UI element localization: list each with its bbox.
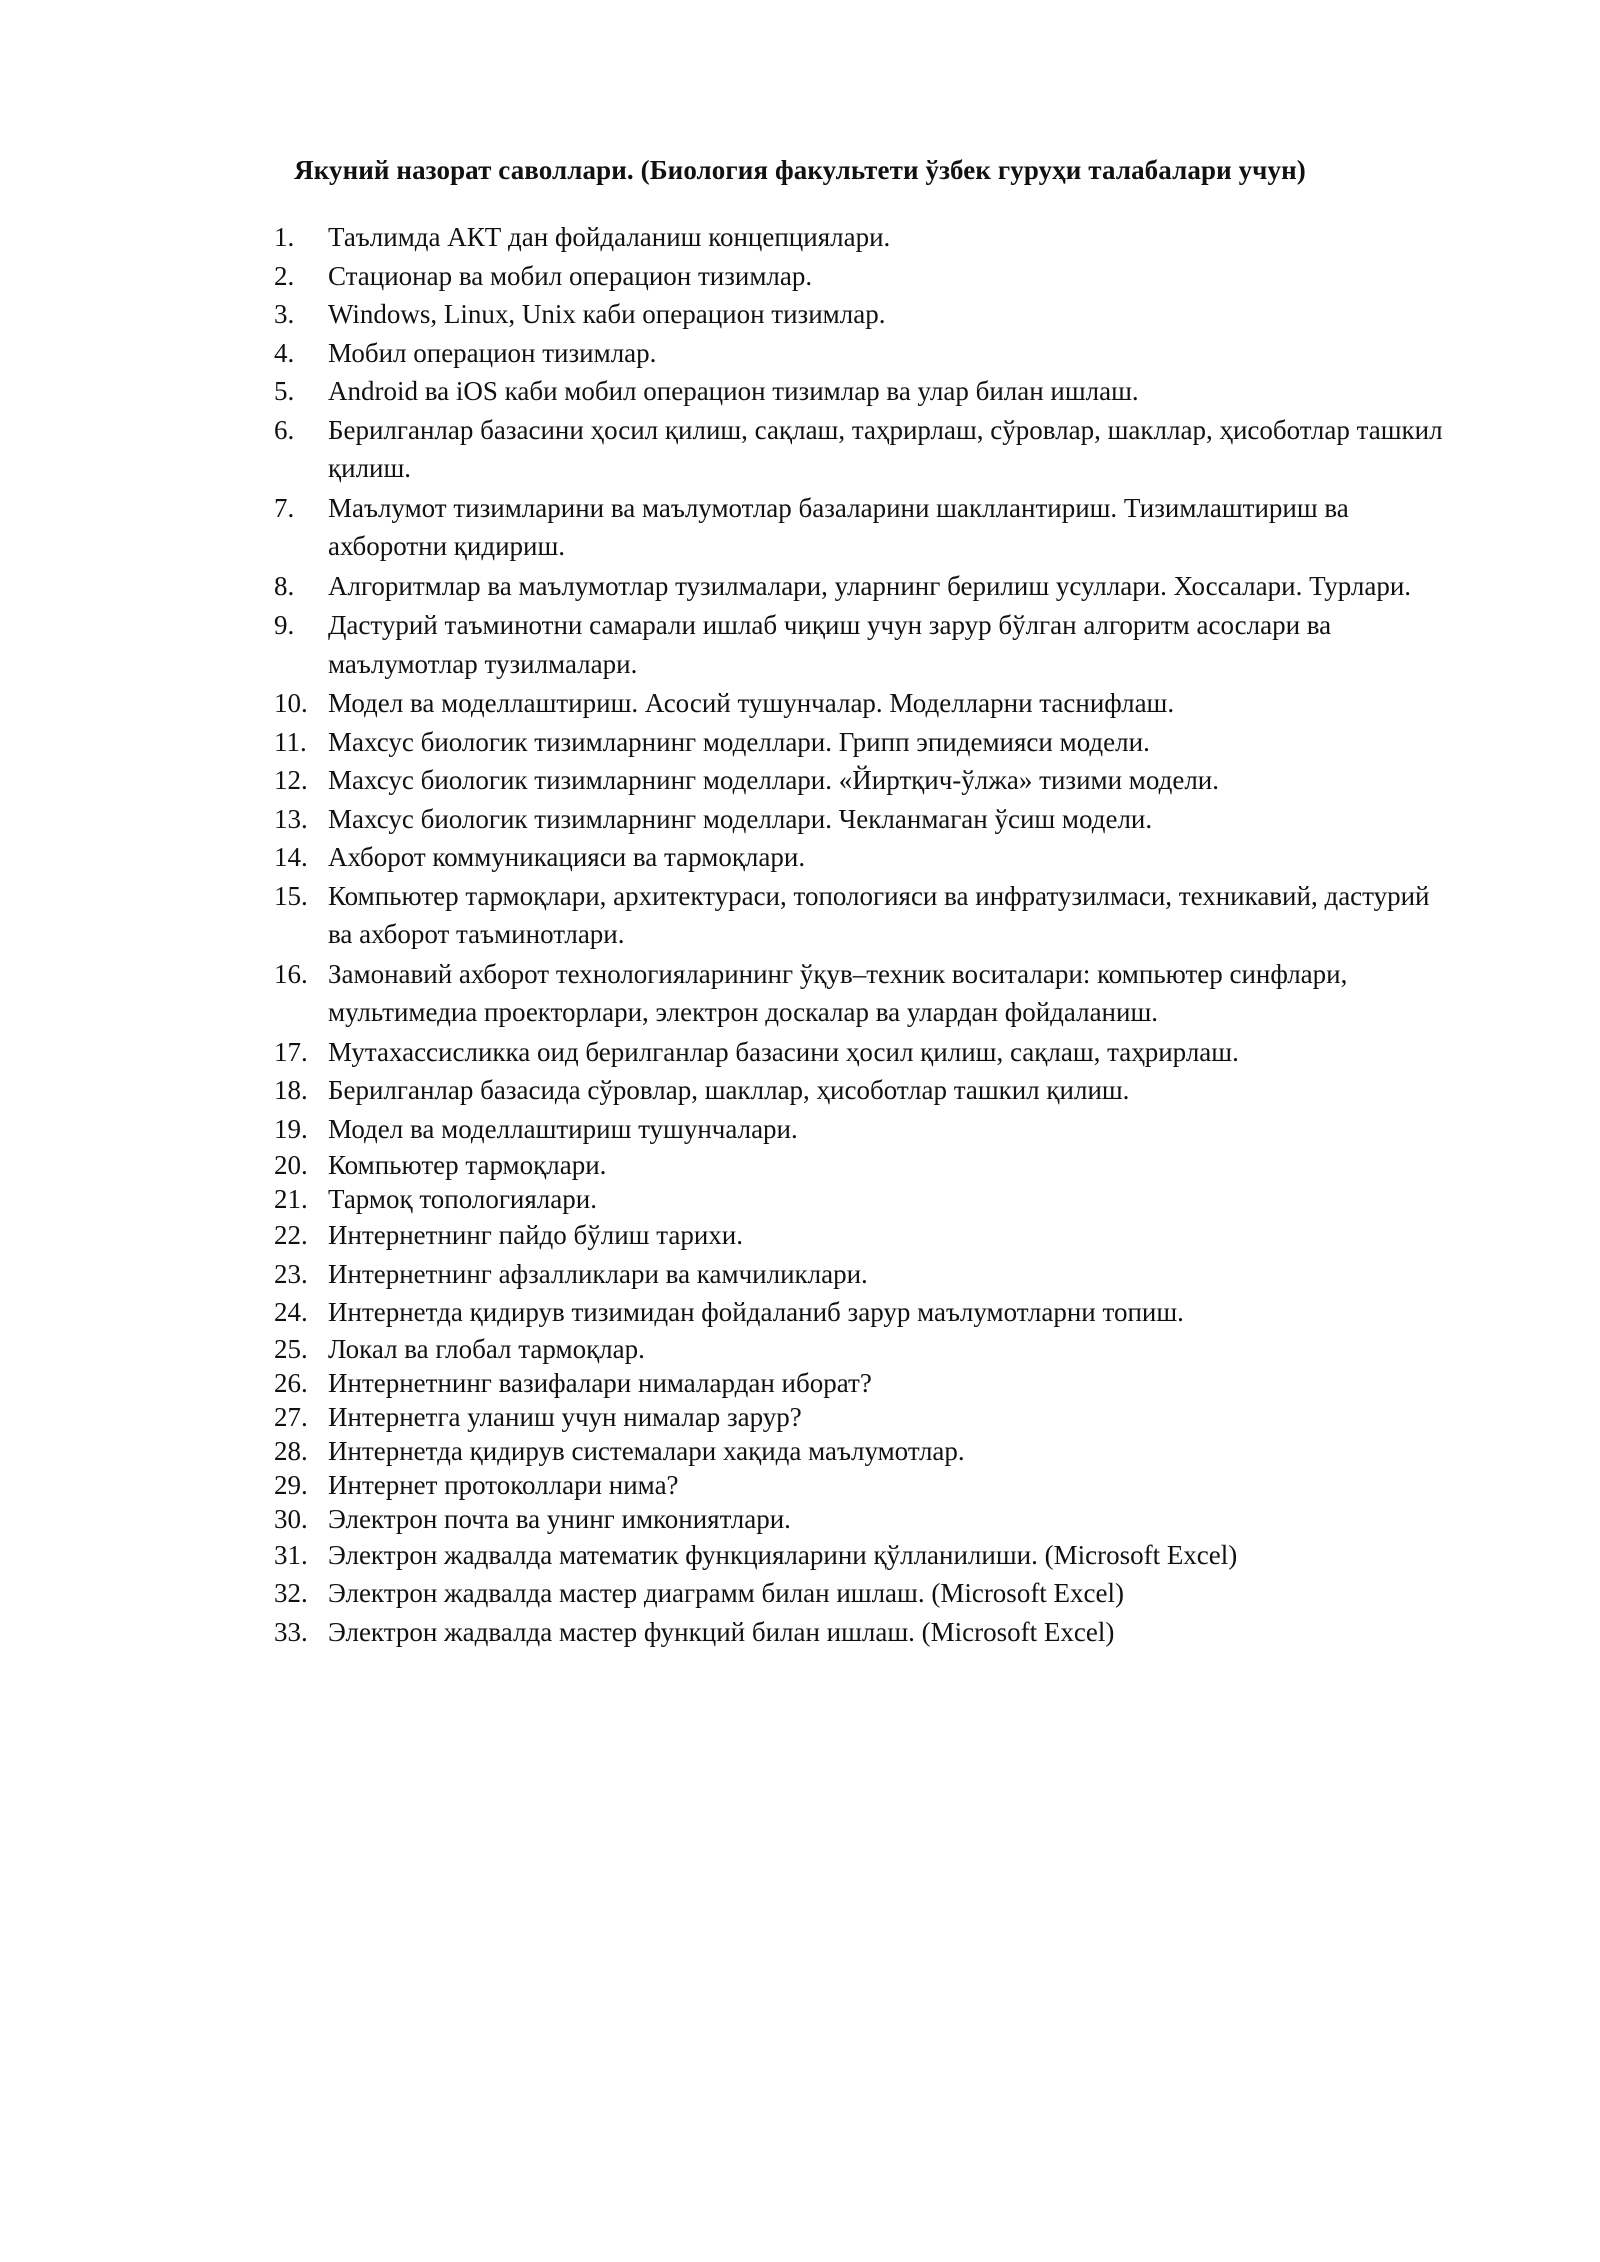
list-item-text: Маълумот тизимларини ва маълумотлар базаларини шакллантириш. Тизимлаштириш ва ахборотни қидириш.: [328, 492, 1349, 561]
list-item: [274, 334, 1460, 373]
list-item: [274, 372, 1460, 411]
list-item-text: Таълимда АКТ дан фойдаланиш концепциялари.: [328, 222, 891, 252]
list-item-text: Интернетга уланиш учун нималар зарур?: [328, 1401, 802, 1432]
list-item-number: 8.: [274, 570, 295, 601]
list-item-text: Махсус биологик тизимларнинг моделлари. Чекланмаган ўсиш модели.: [328, 803, 1153, 834]
list-item-text: Алгоритмлар ва маълумотлар тузилмалари, уларнинг берилиш усуллари. Хоссалари. Турлари.: [328, 570, 1412, 601]
list-item-text: Компьютер тармоқлари, архитектураси, топологияси ва инфратузилмаси, техникавий, дастурий ва ахборот таъминотлари.: [328, 880, 1430, 949]
list-item-text: Электрон жадвалда мастер функций билан ишлаш. (Microsoft Excel): [328, 1616, 1115, 1647]
list-item: [274, 1536, 1460, 1575]
list-item-text: Интернетнинг пайдо бўлиш тарихи.: [328, 1220, 743, 1250]
list-item-number: 25.: [274, 1333, 308, 1364]
question-list: [274, 218, 1460, 1651]
list-item-text: Локал ва глобал тармоқлар.: [328, 1333, 645, 1364]
list-item: [274, 257, 1460, 296]
list-item-text: Интернетнинг афзалликлари ва камчиликлари.: [328, 1258, 868, 1289]
list-item: [274, 218, 1460, 257]
list-item-number: 15.: [274, 880, 308, 911]
list-item: [274, 606, 1460, 683]
list-item-text: Модел ва моделлаштириш тушунчалари.: [328, 1113, 798, 1144]
list-item-number: 12.: [274, 765, 308, 795]
list-item-number: 13.: [274, 803, 308, 834]
list-item: [274, 1332, 1460, 1366]
list-item-text: Мутахассисликка оид берилганлар базасини ҳосил қилиш, сақлаш, таҳрирлаш.: [328, 1036, 1239, 1067]
list-item-text: Махсус биологик тизимларнинг моделлари. «Йиртқич-ўлжа» тизими модели.: [328, 765, 1219, 795]
list-item: [274, 295, 1460, 334]
list-item: [274, 761, 1460, 800]
list-item-text: Windows, Linux, Unix каби операцион тизимлар.: [328, 299, 886, 329]
list-item: [274, 838, 1460, 877]
list-item-number: 27.: [274, 1401, 308, 1432]
list-item-number: 22.: [274, 1220, 308, 1250]
list-item-number: 32.: [274, 1578, 308, 1608]
list-item: [274, 489, 1460, 566]
list-item-text: Мобил операцион тизимлар.: [328, 337, 657, 368]
list-item: [274, 684, 1460, 723]
list-item: [274, 1255, 1460, 1294]
list-item: [274, 1400, 1460, 1434]
list-item-number: 31.: [274, 1539, 308, 1570]
list-item-number: 1.: [274, 222, 295, 252]
list-item: [274, 567, 1460, 606]
list-item-text: Дастурий таъминотни самарали ишлаб чиқиш учун зарур бўлган алгоритм асослари ва маълумотлар тузилмалари.: [328, 610, 1332, 679]
list-item-number: 17.: [274, 1036, 308, 1067]
document-title: Якуний назорат саволлари. (Биология факультети ўзбек гуруҳи талабалари учун): [294, 155, 1306, 185]
list-item-number: 30.: [274, 1503, 308, 1534]
list-item-text: Берилганлар базасида сўровлар, шакллар, ҳисоботлар ташкил қилиш.: [328, 1075, 1130, 1105]
list-item-number: 7.: [274, 492, 295, 523]
list-item-number: 14.: [274, 842, 308, 872]
list-item-text: Замонавий ахборот технологияларининг ўқув–техник воситалари: компьютер синфлари, мультимедиа проекторлари, электрон доскалар ва улардан фойдаланиш.: [328, 958, 1348, 1027]
list-item-text: Модел ва моделлаштириш. Асосий тушунчалар. Моделларни таснифлаш.: [328, 688, 1175, 718]
list-item-number: 26.: [274, 1367, 308, 1398]
list-item-number: 20.: [274, 1150, 308, 1180]
list-item-text: Компьютер тармоқлари.: [328, 1150, 607, 1180]
list-item-number: 9.: [274, 610, 295, 640]
list-item-text: Android ва iOS каби мобил операцион тизимлар ва улар билан ишлаш.: [328, 376, 1139, 406]
list-item-text: Берилганлар базасини ҳосил қилиш, сақлаш, таҳрирлаш, сўровлар, шакллар, ҳисоботлар ташкил қилиш.: [328, 414, 1443, 483]
list-item: [274, 411, 1460, 488]
list-item-text: Тармоқ топологиялари.: [328, 1184, 597, 1214]
list-item: [274, 1182, 1460, 1216]
list-item-number: 24.: [274, 1297, 308, 1327]
list-item-number: 33.: [274, 1616, 308, 1647]
list-item-text: Интернетда қидирув системалари хақида маълумотлар.: [328, 1435, 965, 1466]
list-item-number: 21.: [274, 1184, 308, 1214]
list-item-number: 23.: [274, 1258, 308, 1289]
list-item-number: 29.: [274, 1469, 308, 1500]
list-item: [274, 800, 1460, 839]
list-item-text: Электрон жадвалда мастер диаграмм билан ишлаш. (Microsoft Excel): [328, 1578, 1125, 1608]
list-item-text: Интернетда қидирув тизимидан фойдаланиб зарур маълумотларни топиш.: [328, 1297, 1184, 1327]
list-item-text: Интернет протоколлари нима?: [328, 1469, 679, 1500]
list-item-number: 5.: [274, 376, 295, 406]
list-item-text: Стационар ва мобил операцион тизимлар.: [328, 260, 813, 291]
list-item-number: 19.: [274, 1113, 308, 1144]
list-item: [274, 1468, 1460, 1502]
list-item: [274, 955, 1460, 1032]
list-item: [274, 1293, 1460, 1332]
list-item-text: Электрон жадвалда математик функцияларини қўлланилиши. (Microsoft Excel): [328, 1539, 1238, 1570]
list-item-number: 16.: [274, 958, 308, 989]
list-item: [274, 877, 1460, 954]
list-item: [274, 1216, 1460, 1255]
list-item: [274, 1071, 1460, 1110]
list-item: [274, 1613, 1460, 1652]
list-item: [274, 1366, 1460, 1400]
list-item-number: 18.: [274, 1075, 308, 1105]
list-item: [274, 1574, 1460, 1613]
list-item: [274, 723, 1460, 762]
list-item-number: 10.: [274, 688, 308, 718]
list-item-number: 6.: [274, 414, 295, 445]
list-item-number: 11.: [274, 726, 307, 757]
list-item-text: Электрон почта ва унинг имкониятлари.: [328, 1503, 791, 1534]
list-item-text: Махсус биологик тизимларнинг моделлари. Грипп эпидемияси модели.: [328, 726, 1150, 757]
list-item-text: Ахборот коммуникацияси ва тармоқлари.: [328, 842, 806, 872]
list-item: [274, 1033, 1460, 1072]
list-item-text: Интернетнинг вазифалари нималардан иборат?: [328, 1367, 872, 1398]
list-item: [274, 1434, 1460, 1468]
list-item-number: 3.: [274, 299, 295, 329]
list-item: [274, 1148, 1460, 1182]
list-item: [274, 1110, 1460, 1149]
list-item: [274, 1502, 1460, 1536]
list-item-number: 28.: [274, 1435, 308, 1466]
list-item-number: 2.: [274, 260, 295, 291]
list-item-number: 4.: [274, 337, 295, 368]
